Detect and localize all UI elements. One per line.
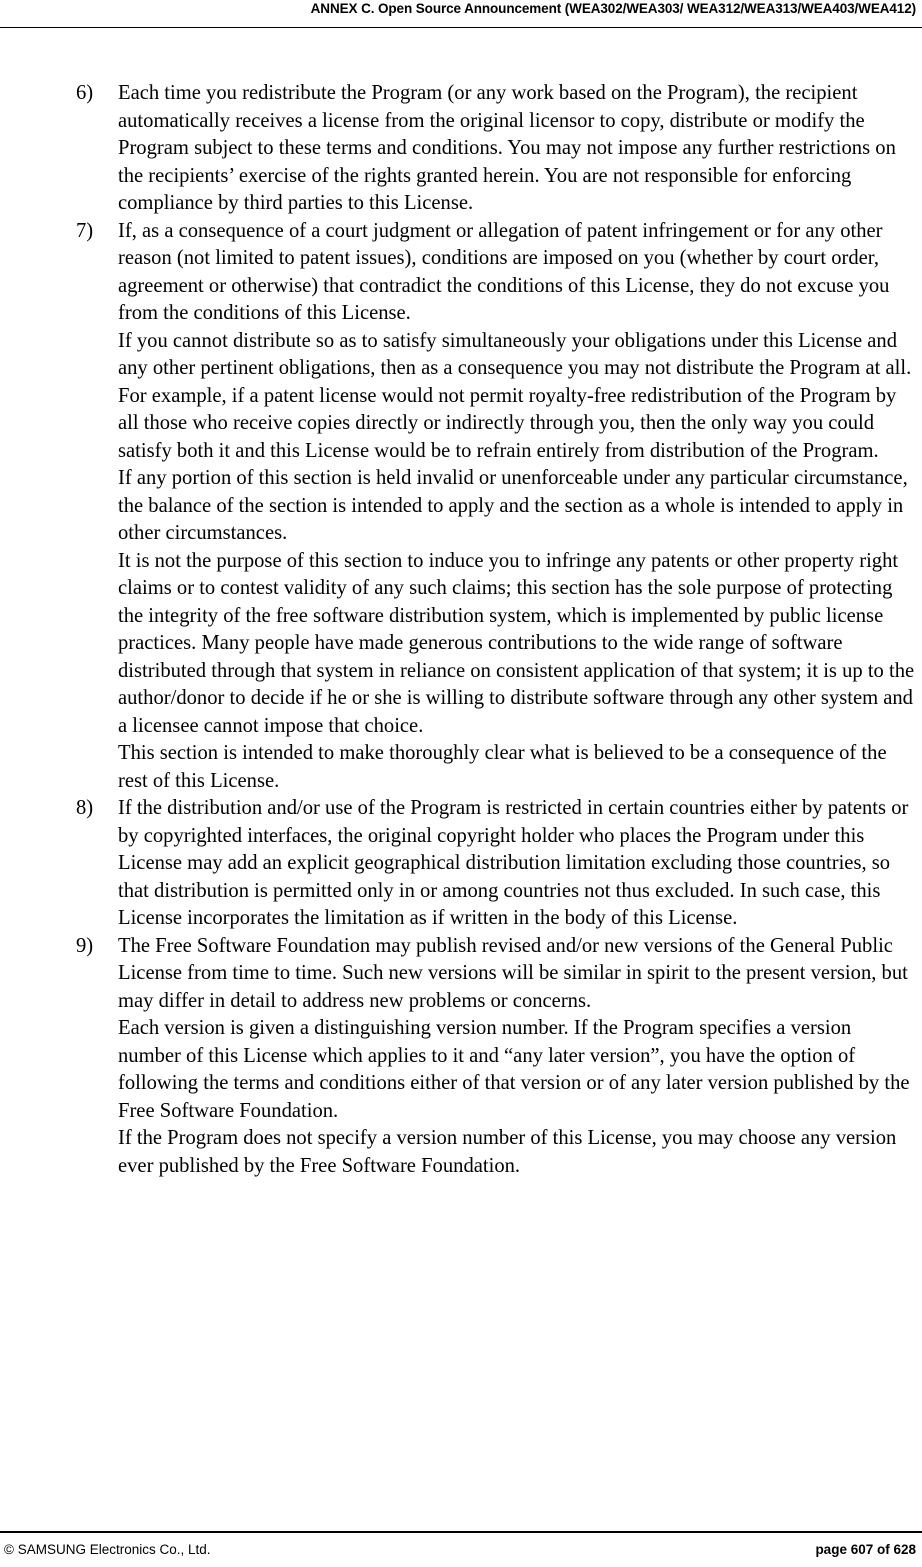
paragraph: If any portion of this section is held invalid or unenforceable under any particular circumstance, the balance of the section is intended to apply and the section as a whole is intended to apply in other circumstances. (118, 467, 908, 544)
paragraph: If you cannot distribute so as to satisfy simultaneously your obligations under this License and any other pertinent obligations, then as a consequence you may not distribute the Program at all. For example, if a patent license would not permit royalty-free redistribution of the Program by all those who receive copies directly or indirectly through you, then the only way you could satisfy both it and this License would be to refrain entirely from distribution of the Program. (118, 329, 912, 462)
item-number: 9) (76, 934, 94, 957)
header-title: ANNEX C. Open Source Announcement (WEA302/WEA303/ WEA312/WEA313/WEA403/WEA412) (310, 1, 916, 16)
list-item-7 (0, 218, 922, 796)
document-body (0, 80, 922, 1180)
paragraph: If, as a consequence of a court judgment or allegation of patent infringement or for any other reason (not limited to patent issues), conditions are imposed on you (whether by court order, agreement or otherwise) that contradict the conditions of this License, they do not excuse you from the conditions of this License. (118, 219, 890, 324)
item-number: 7) (76, 219, 94, 242)
paragraph: If the distribution and/or use of the Program is restricted in certain countries either by patents or by copyrighted interfaces, the original copyright holder who places the Program under this License may add an explicit geographical distribution limitation excluding those countries, so that distribution is permitted only in or among countries not thus excluded. In such case, this License incorporates the limitation as if written in the body of this License. (118, 797, 909, 929)
list-item-6 (0, 80, 922, 218)
list-item-9 (0, 933, 922, 1181)
paragraph: This section is intended to make thoroughly clear what is believed to be a consequence of the rest of this License. (118, 742, 887, 792)
item-number: 8) (76, 797, 94, 819)
paragraph: It is not the purpose of this section to induce you to infringe any patents or other property right claims or to contest validity of any such claims; this section has the sole purpose of protecting the integrity of the free software distribution system, which is implemented by public license practices. Many people have made generous contributions to the wide range of software distributed through that system in reliance on consistent application of that system; it is up to the author/donor to decide if he or she is willing to distribute software through any other system and a licensee cannot impose that choice. (118, 549, 915, 737)
page-footer (0, 1531, 922, 1567)
paragraph: Each time you redistribute the Program (or any work based on the Program), the recipient automatically receives a license from the original licensor to copy, distribute or modify the Program subject to these terms and conditions. You may not impose any further restrictions on the recipients’ exercise of the rights granted herein. You are not responsible for enforcing compliance by third parties to this License. (118, 82, 896, 214)
item-number: 6) (76, 82, 94, 104)
page-header (0, 0, 922, 28)
paragraph: If the Program does not specify a version number of this License, you may choose any version ever published by the Free Software Foundation. (118, 1127, 897, 1177)
footer-page-number: page 607 of 628 (815, 1542, 916, 1557)
list-item-8 (0, 795, 922, 933)
paragraph: The Free Software Foundation may publish revised and/or new versions of the General Public License from time to time. Such new versions will be similar in spirit to the present version, but may differ in detail to address new problems or concerns. (118, 934, 908, 1012)
paragraph: Each version is given a distinguishing version number. If the Program specifies a version number of this License which applies to it and “any later version”, you have the option of following the terms and conditions either of that version or of any later version published by the Free Software Foundation. (118, 1017, 910, 1122)
footer-copyright: © SAMSUNG Electronics Co., Ltd. (4, 1542, 211, 1557)
